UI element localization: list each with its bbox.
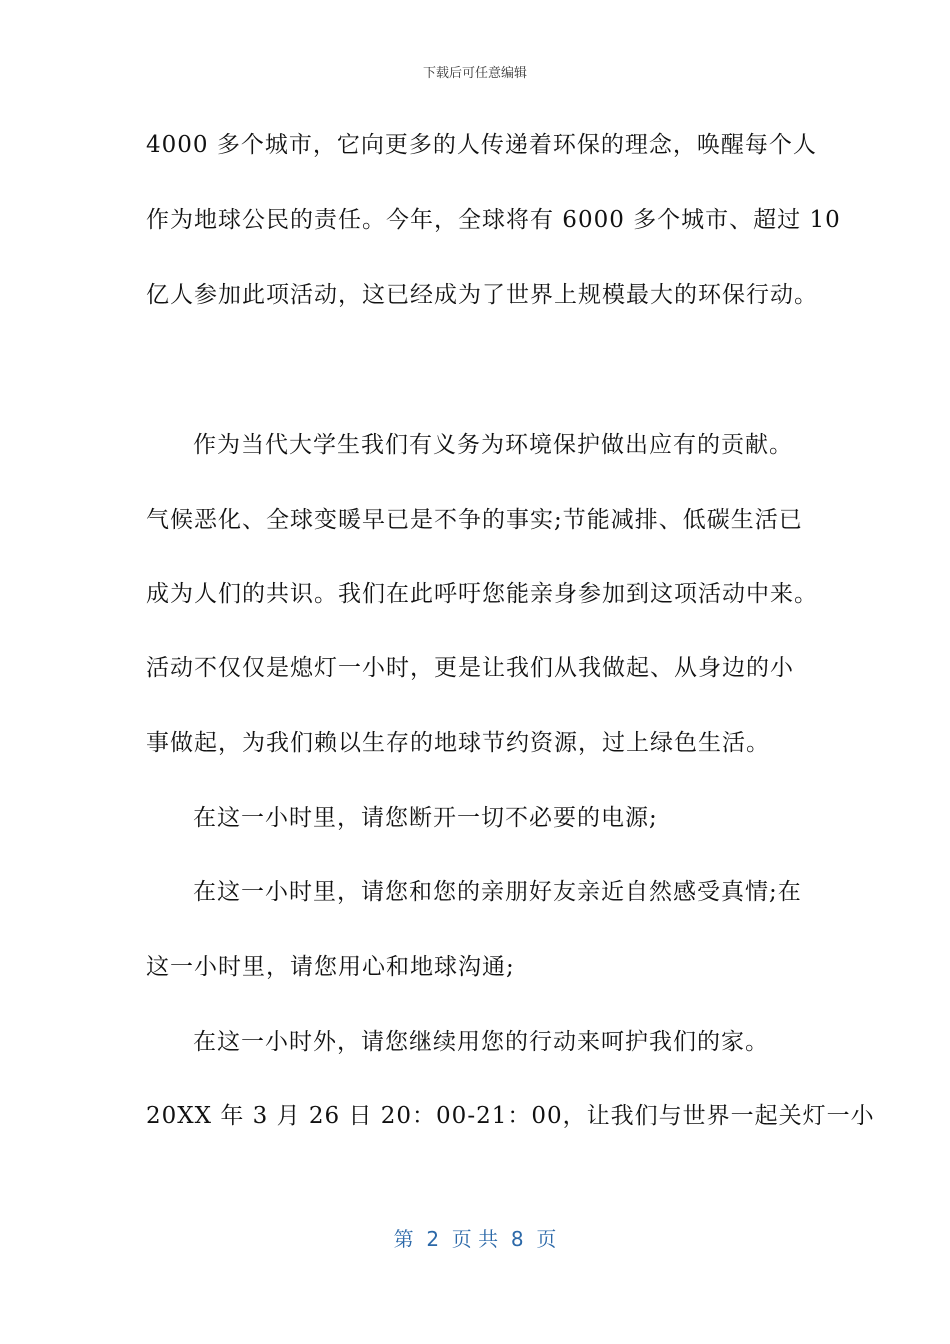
paragraph-line: 成为人们的共识。我们在此呼吁您能亲身参加到这项活动中来。 (146, 581, 818, 607)
paragraph-line: 20XX 年 3 月 26 日 20：00-21：00，让我们与世界一起关灯一小 (146, 1103, 875, 1129)
paragraph-line: 作为当代大学生我们有义务为环境保护做出应有的贡献。 (193, 432, 793, 458)
paragraph-line: 4000 多个城市，它向更多的人传递着环保的理念，唤醒每个人 (146, 132, 817, 158)
paragraph-line: 在这一小时里，请您和您的亲朋好友亲近自然感受真情;在 (193, 879, 802, 905)
paragraph-line: 这一小时里，请您用心和地球沟通; (146, 954, 515, 980)
paragraph-line: 在这一小时外，请您继续用您的行动来呵护我们的家。 (193, 1029, 769, 1055)
page-number-footer: 第 2 页 共 8 页 (393, 1227, 557, 1251)
paragraph-line: 事做起，为我们赖以生存的地球节约资源，过上绿色生活。 (146, 730, 770, 756)
paragraph-line: 亿人参加此项活动，这已经成为了世界上规模最大的环保行动。 (146, 282, 818, 308)
paragraph-line: 在这一小时里，请您断开一切不必要的电源; (193, 805, 658, 831)
paragraph-line: 气候恶化、全球变暖早已是不争的事实;节能减排、低碳生活已 (146, 507, 803, 533)
page-header-note: 下载后可任意编辑 (422, 66, 527, 81)
paragraph-line: 活动不仅仅是熄灯一小时，更是让我们从我做起、从身边的小 (146, 655, 794, 681)
paragraph-line: 作为地球公民的责任。今年，全球将有 6000 多个城市、超过 10 (146, 207, 841, 233)
